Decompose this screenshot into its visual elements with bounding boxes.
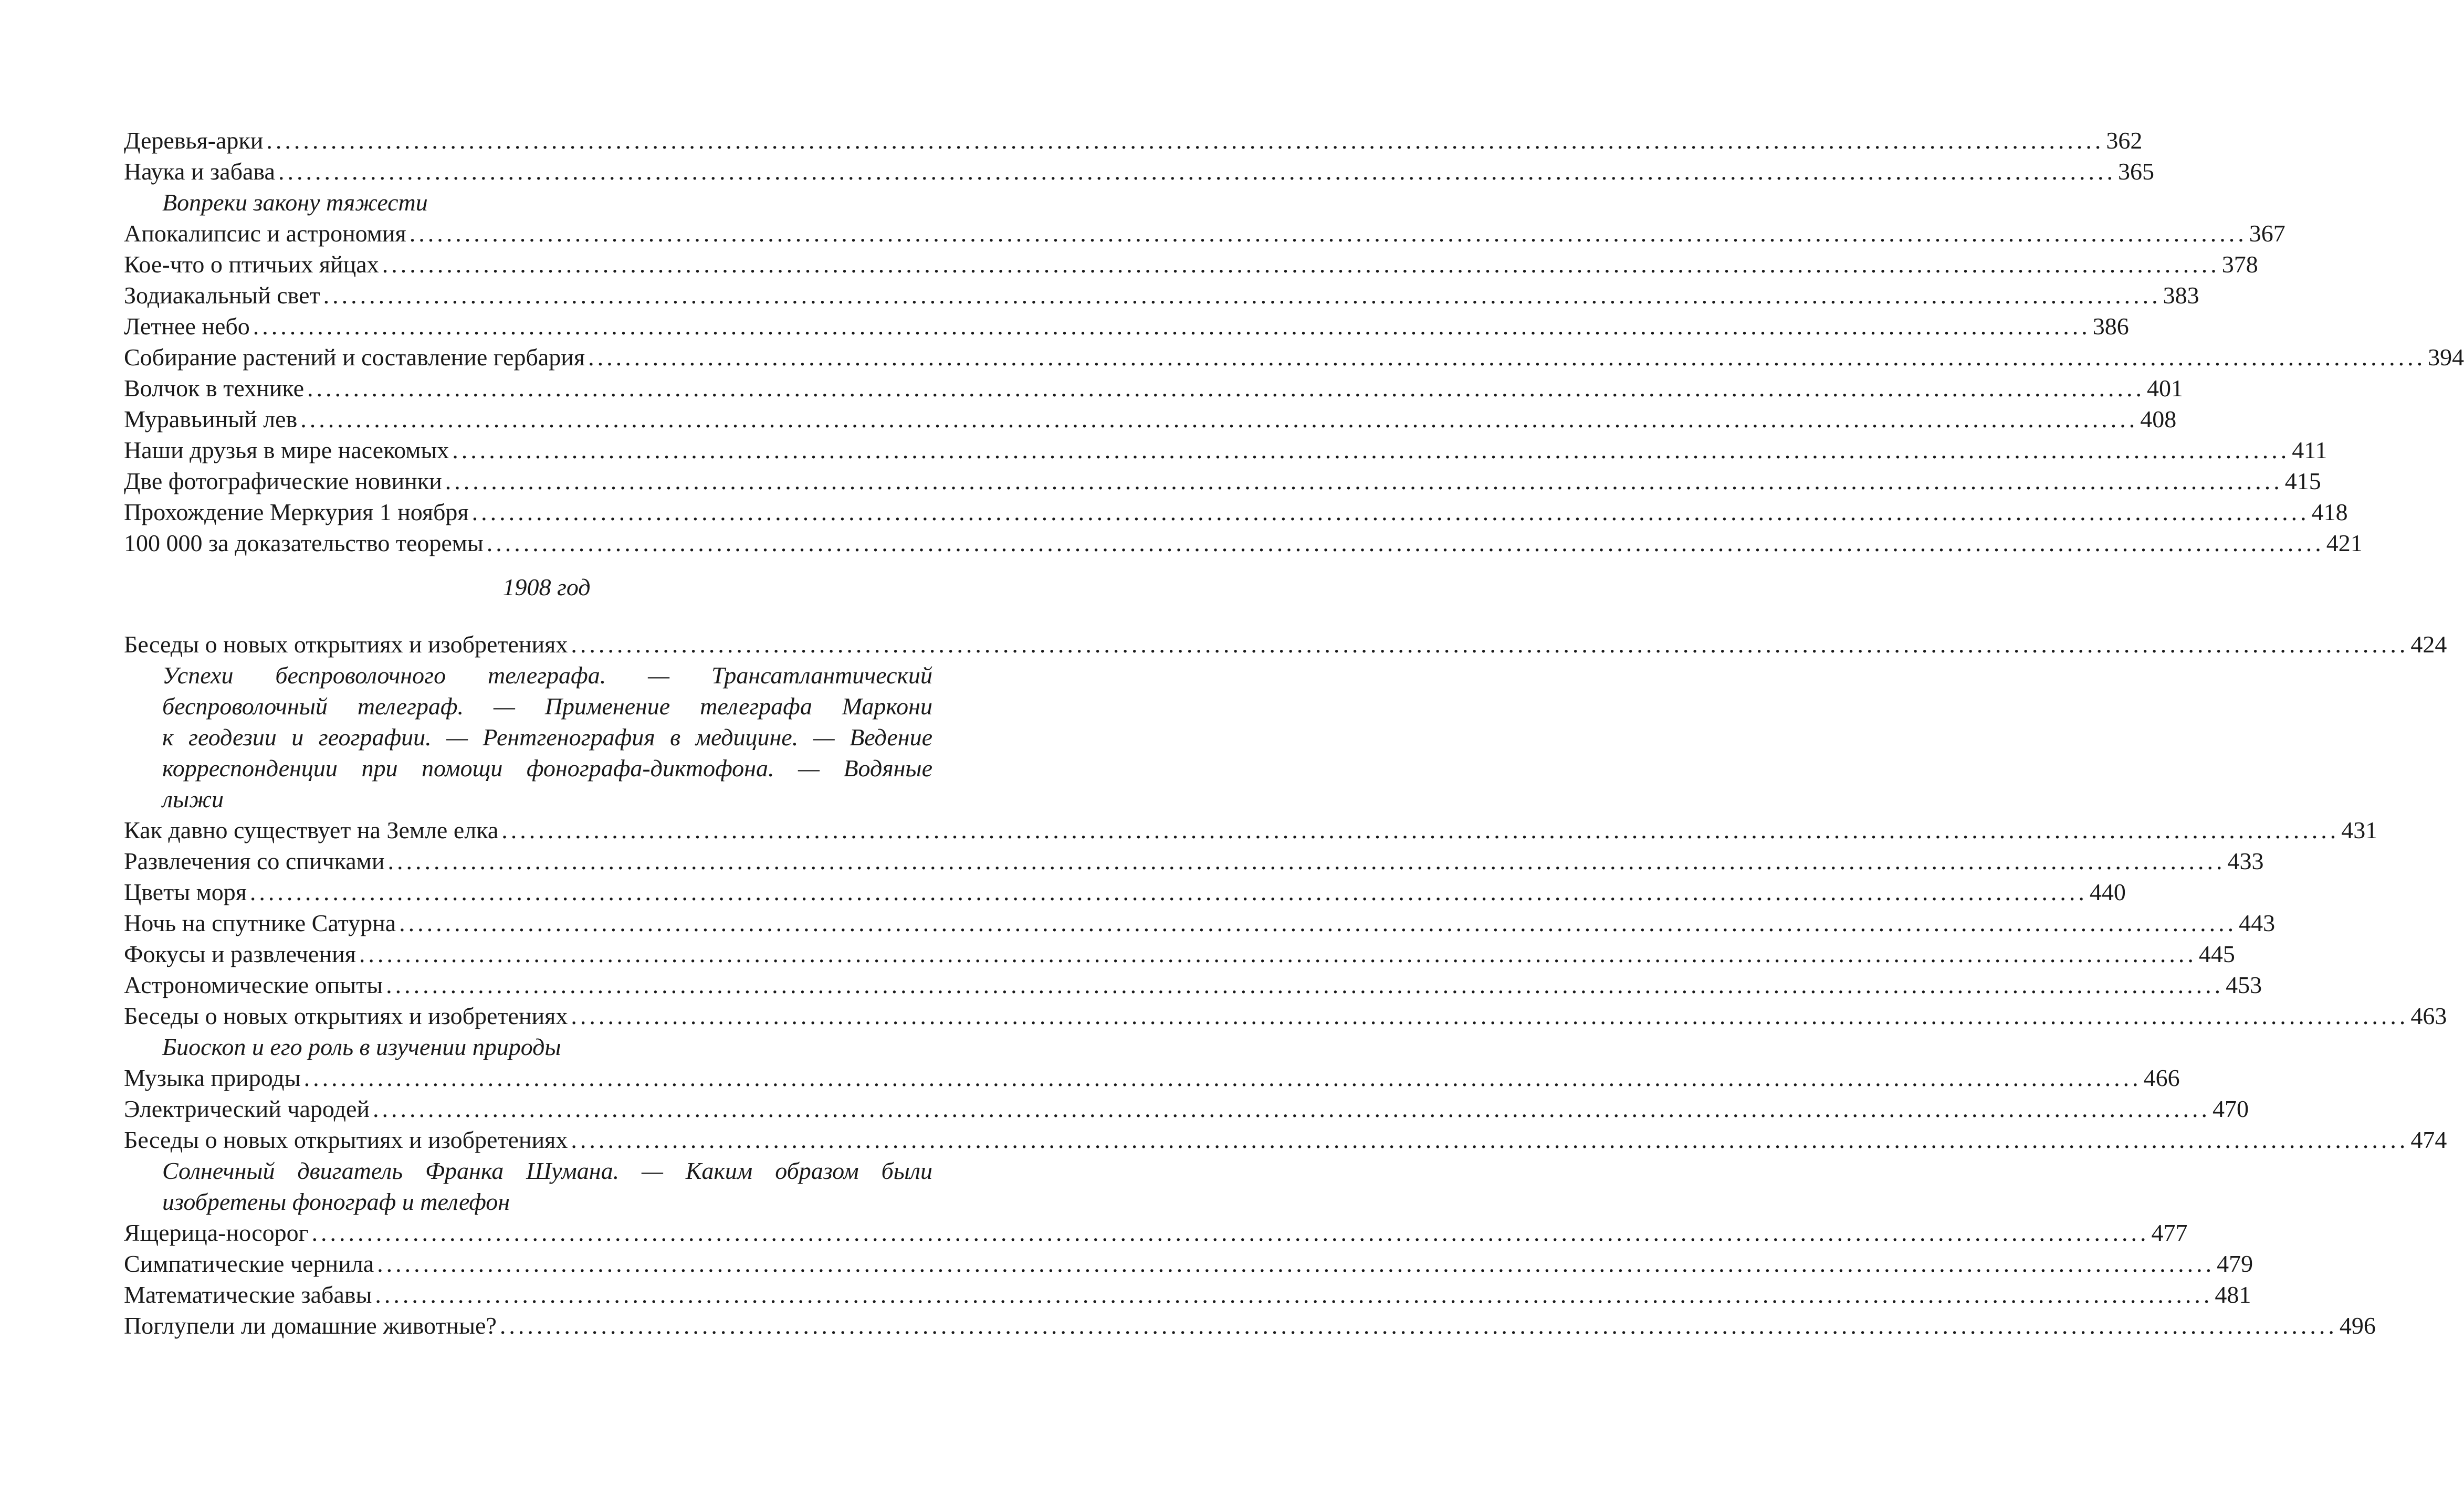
dot-leader: ........................................................................................................................................................................................................	[387, 848, 2226, 874]
subtitle-line: корреспонденции при помощи фонографа-диктофона. — Водяные	[162, 755, 932, 782]
toc-entry[interactable]	[124, 435, 2327, 466]
dot-leader: ........................................................................................................................................................................................................	[303, 1064, 2142, 1091]
dot-leader: ........................................................................................................................................................................................................	[311, 1219, 2150, 1246]
toc-entry[interactable]	[124, 1000, 2447, 1031]
dot-leader: ........................................................................................................................................................................................................	[571, 1126, 2409, 1153]
toc-entry-title: Ящерица-носорог	[124, 1219, 309, 1246]
toc-entry[interactable]	[124, 527, 2363, 558]
toc-entry[interactable]	[124, 1124, 2447, 1155]
toc-page-number: 481	[2215, 1281, 2251, 1308]
toc-entry[interactable]	[124, 815, 2378, 846]
toc-page-number: 401	[2147, 375, 2184, 402]
toc-entry[interactable]	[124, 938, 2235, 969]
dot-leader: ........................................................................................................................................................................................................	[359, 941, 2197, 967]
toc-entry-title: Волчок в технике	[124, 375, 305, 402]
table-of-contents	[124, 125, 2464, 1341]
toc-page-number: 477	[2151, 1219, 2188, 1246]
dot-leader: ........................................................................................................................................................................................................	[452, 437, 2290, 463]
toc-entry[interactable]	[124, 1310, 2376, 1341]
toc-entry[interactable]	[124, 1248, 2253, 1279]
subtitle-line: беспроволочный телеграф. — Применение телеграфа Маркони	[162, 693, 932, 720]
toc-entry-title: Беседы о новых открытиях и изобретениях	[124, 1002, 568, 1029]
toc-entry-title: Беседы о новых открытиях и изобретениях	[124, 1126, 568, 1153]
subtitle-line: лыжи	[162, 786, 224, 812]
toc-entry[interactable]	[124, 907, 2276, 938]
dot-leader: ........................................................................................................................................................................................................	[249, 879, 2088, 905]
toc-entry-title: Симпатические чернила	[124, 1250, 374, 1277]
toc-entry-title: Развлечения со спичками	[124, 848, 385, 874]
toc-page-number: 362	[2106, 127, 2143, 154]
toc-entry[interactable]	[124, 249, 2258, 280]
dot-leader: ........................................................................................................................................................................................................	[499, 1312, 2337, 1339]
toc-entry-title: Ночь на спутнике Сатурна	[124, 910, 396, 936]
dot-leader: ........................................................................................................................................................................................................	[588, 344, 2426, 371]
toc-entry-title: Деревья-арки	[124, 127, 264, 154]
dot-leader: ........................................................................................................................................................................................................	[486, 530, 2324, 556]
dot-leader: ........................................................................................................................................................................................................	[399, 910, 2237, 936]
dot-leader: ........................................................................................................................................................................................................	[266, 127, 2104, 154]
subtitle-line: изобретены фонограф и телефон	[162, 1188, 510, 1215]
toc-entry[interactable]	[124, 846, 2264, 877]
toc-page-number: 424	[2410, 631, 2447, 658]
toc-page-number: 431	[2341, 817, 2378, 843]
toc-page-number: 367	[2249, 220, 2285, 247]
dot-leader: ........................................................................................................................................................................................................	[471, 499, 2310, 525]
dot-leader: ........................................................................................................................................................................................................	[307, 375, 2145, 402]
toc-page-number: 443	[2239, 910, 2276, 936]
dot-leader: ........................................................................................................................................................................................................	[323, 282, 2161, 309]
toc-entry-title: Астрономические опыты	[124, 972, 383, 998]
toc-entry-title: Поглупели ли домашние животные?	[124, 1312, 497, 1339]
toc-page-number: 383	[2163, 282, 2199, 309]
toc-page-number: 415	[2284, 468, 2321, 494]
toc-entry[interactable]	[124, 125, 2143, 156]
dot-leader: ........................................................................................................................................................................................................	[373, 1095, 2211, 1122]
toc-entry[interactable]	[124, 1279, 2251, 1310]
toc-entry[interactable]	[124, 497, 2348, 527]
toc-entry[interactable]	[124, 1093, 2249, 1124]
toc-entry[interactable]	[124, 280, 2199, 311]
toc-page-number: 378	[2221, 251, 2258, 278]
toc-page-number: 440	[2089, 879, 2126, 905]
toc-page-number: 466	[2143, 1064, 2180, 1091]
toc-entry[interactable]	[124, 311, 2129, 342]
toc-entry-title: Зодиакальный свет	[124, 282, 320, 309]
dot-leader: ........................................................................................................................................................................................................	[278, 158, 2116, 185]
toc-page-number: 479	[2217, 1250, 2253, 1277]
toc-entry-title: Прохождение Меркурия 1 ноября	[124, 499, 469, 525]
dot-leader: ........................................................................................................................................................................................................	[382, 251, 2220, 278]
dot-leader: ........................................................................................................................................................................................................	[300, 406, 2138, 432]
toc-entry-title: Кое-что о птичьих яйцах	[124, 251, 379, 278]
toc-entry-title: Как давно существует на Земле елка	[124, 817, 499, 843]
toc-entry-title: Наши друзья в мире насекомых	[124, 437, 449, 463]
toc-entry-title: Наука и забава	[124, 158, 275, 185]
toc-page-number: 418	[2311, 499, 2348, 525]
dot-leader: ........................................................................................................................................................................................................	[375, 1281, 2213, 1308]
toc-page-number: 470	[2213, 1095, 2249, 1122]
toc-page-number: 445	[2198, 941, 2235, 967]
dot-leader: ........................................................................................................................................................................................................	[571, 631, 2409, 658]
toc-entry[interactable]	[124, 404, 2177, 435]
toc-page-number: 421	[2326, 530, 2363, 556]
toc-entry-subtitle: Вопреки закону тяжести	[162, 189, 428, 216]
dot-leader: ........................................................................................................................................................................................................	[571, 1002, 2409, 1029]
toc-entry[interactable]	[124, 877, 2126, 907]
subtitle-line: Солнечный двигатель Франка Шумана. — Каким образом были	[162, 1157, 932, 1184]
section-heading-year: 1908 год	[502, 574, 591, 600]
toc-entry-title: Электрический чародей	[124, 1095, 370, 1122]
toc-entry[interactable]	[124, 156, 2154, 187]
toc-entry-title: Цветы моря	[124, 879, 247, 905]
toc-entry[interactable]	[124, 342, 2464, 373]
toc-entry-title: Летнее небо	[124, 313, 250, 340]
toc-entry-title: Беседы о новых открытиях и изобретениях	[124, 631, 568, 658]
toc-entry[interactable]	[124, 1217, 2188, 1248]
dot-leader: ........................................................................................................................................................................................................	[377, 1250, 2215, 1277]
dot-leader: ........................................................................................................................................................................................................	[386, 972, 2224, 998]
toc-page-number: 411	[2292, 437, 2327, 463]
toc-page-number: 474	[2410, 1126, 2447, 1153]
toc-entry[interactable]	[124, 218, 2285, 249]
toc-entry-title: Две фотографические новинки	[124, 468, 442, 494]
toc-entry-title: Фокусы и развлечения	[124, 941, 356, 967]
toc-page-number: 394	[2428, 344, 2464, 371]
toc-entry[interactable]	[124, 466, 2321, 497]
toc-page-number: 386	[2092, 313, 2129, 340]
dot-leader: ........................................................................................................................................................................................................	[409, 220, 2247, 247]
dot-leader: ........................................................................................................................................................................................................	[501, 817, 2340, 843]
toc-entry-subtitle	[124, 1155, 932, 1217]
subtitle-line: к геодезии и географии. — Рентгенография в медицине. — Ведение	[162, 724, 932, 751]
toc-entry-title: 100 000 за доказательство теоремы	[124, 530, 484, 556]
toc-entry-title: Математические забавы	[124, 1281, 372, 1308]
toc-entry-title: Музыка природы	[124, 1064, 301, 1091]
toc-entry-subtitle	[124, 660, 932, 815]
toc-page-number: 463	[2410, 1002, 2447, 1029]
toc-page-number: 496	[2339, 1312, 2376, 1339]
toc-entry-subtitle: Биоскоп и его роль в изучении природы	[162, 1033, 561, 1060]
toc-page-number: 453	[2226, 972, 2262, 998]
toc-entry[interactable]	[124, 373, 2184, 404]
subtitle-line: Успехи беспроволочного телеграфа. — Трансатлантический	[162, 662, 932, 689]
toc-entry[interactable]	[124, 629, 2447, 660]
toc-entry-title: Апокалипсис и астрономия	[124, 220, 406, 247]
toc-page-number: 433	[2227, 848, 2264, 874]
toc-page-number: 365	[2117, 158, 2154, 185]
toc-entry-title: Муравьиный лев	[124, 406, 298, 432]
dot-leader: ........................................................................................................................................................................................................	[253, 313, 2091, 340]
toc-page-number: 408	[2140, 406, 2177, 432]
toc-entry[interactable]	[124, 1062, 2180, 1093]
toc-entry[interactable]	[124, 969, 2262, 1000]
dot-leader: ........................................................................................................................................................................................................	[445, 468, 2283, 494]
toc-entry-title: Собирание растений и составление гербария	[124, 344, 585, 371]
